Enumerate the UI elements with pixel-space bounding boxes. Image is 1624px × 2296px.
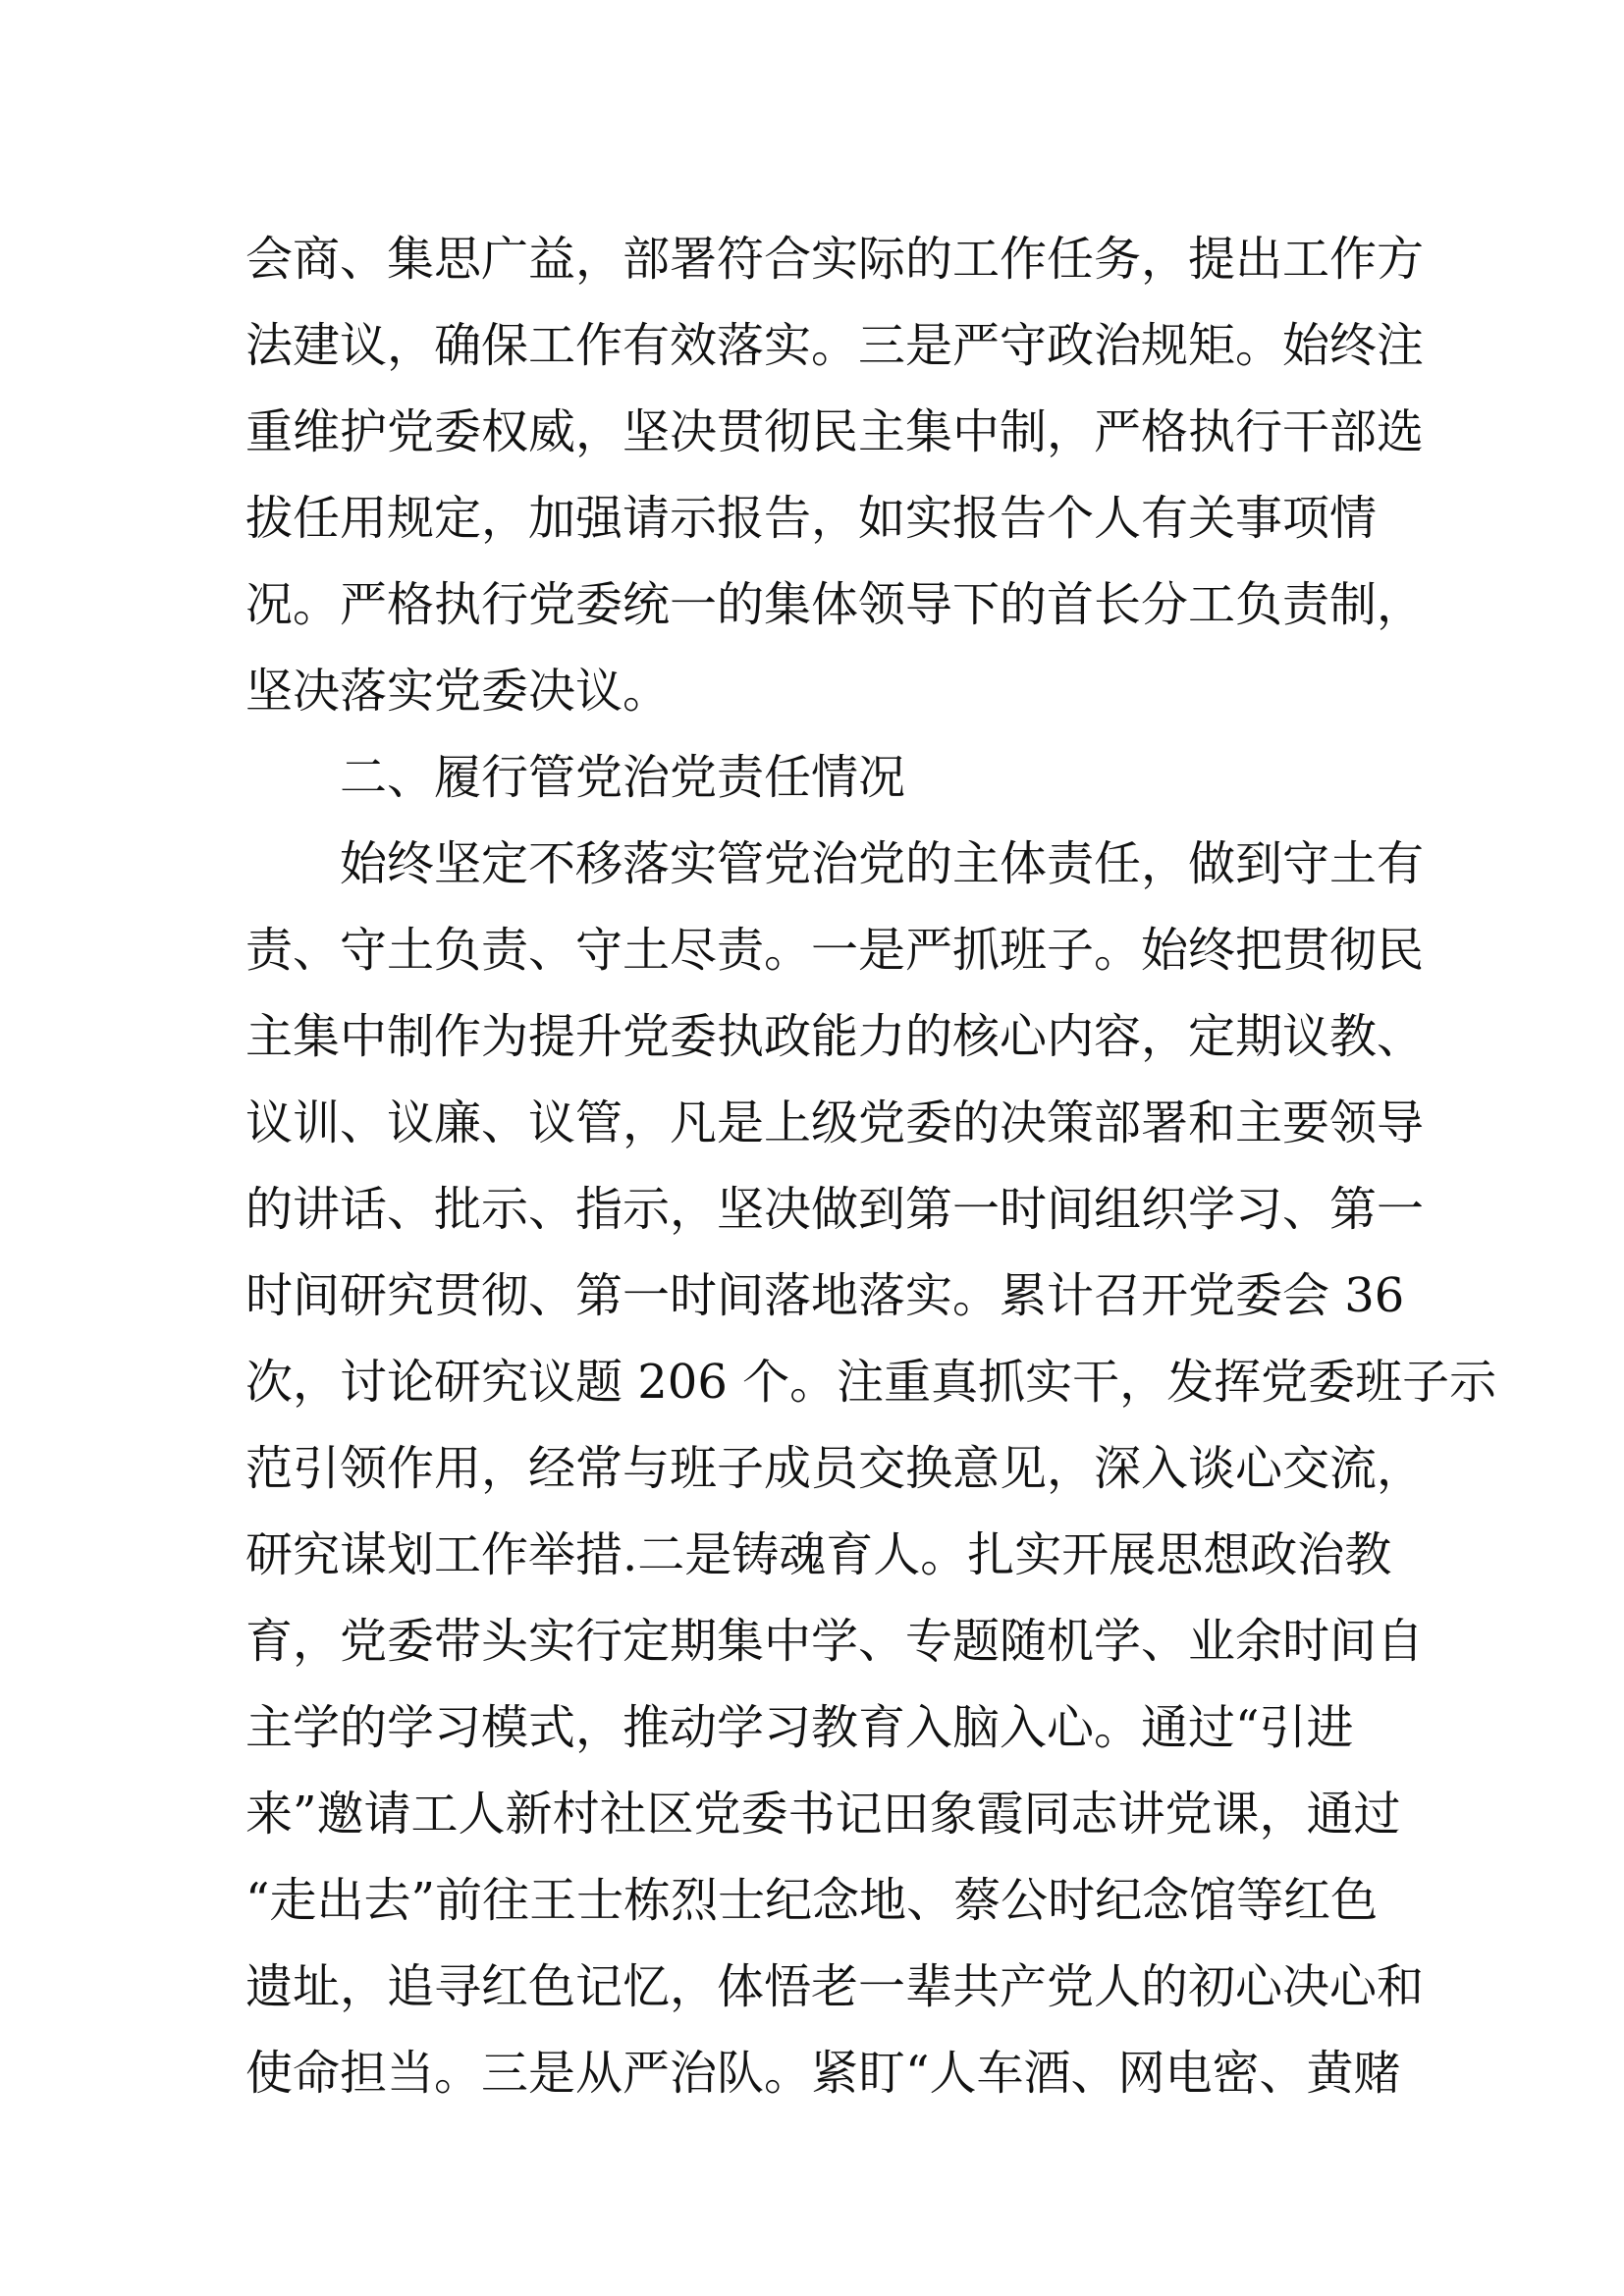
body-line: 况。严格执行党委统一的集体领导下的首长分工负责制， [245,577,1425,632]
document-body [245,216,1497,2116]
body-line: 主学的学习模式，推动学习教育入脑入心。通过“引进 [245,1700,1354,1755]
body-line: 责、守土负责、守土尽责。一是严抓班子。始终把贯彻民 [245,923,1425,978]
body-line: 研究谋划工作举措.二是铸魂育人。扎实开展思想政治教 [245,1527,1392,1582]
body-line: 遗址，追寻红色记忆，体悟老一辈共产党人的初心决心和 [245,1959,1425,2014]
body-line: 来”邀请工人新村社区党委书记田象霞同志讲党课，通过 [245,1787,1401,1842]
body-line: 重维护党委权威，坚决贯彻民主集中制，严格执行干部选 [245,404,1425,459]
body-line: 法建议，确保工作有效落实。三是严守政治规矩。始终注 [245,318,1425,373]
body-line: 坚决落实党委决议。 [245,664,671,719]
body-line: 次，讨论研究议题 206 个。注重真抓实干，发挥党委班子示 [245,1355,1497,1410]
section-heading: 二、履行管党治党责任情况 [340,750,906,805]
body-line: 范引领作用，经常与班子成员交换意见，深入谈心交流， [245,1441,1425,1496]
body-line: 主集中制作为提升党委执政能力的核心内容，定期议教、 [245,1009,1425,1064]
body-line: 的讲话、批示、指示，坚决做到第一时间组织学习、第一 [245,1182,1425,1237]
body-line: 拔任用规定，加强请示报告，如实报告个人有关事项情 [245,491,1378,546]
body-line: 育，党委带头实行定期集中学、专题随机学、业余时间自 [245,1614,1425,1669]
body-line: 会商、集思广益，部署符合实际的工作任务，提出工作方 [245,232,1425,287]
body-line: “走出去”前往王士栋烈士纪念地、蔡公时纪念馆等红色 [245,1873,1379,1928]
body-line: 时间研究贯彻、第一时间落地落实。累计召开党委会 36 [245,1268,1405,1323]
body-line: 使命担当。三是从严治队。紧盯“人车酒、网电密、黄赌 [245,2046,1401,2101]
paragraph-first-line: 始终坚定不移落实管党治党的主体责任，做到守土有 [340,836,1425,891]
body-line: 议训、议廉、议管，凡是上级党委的决策部署和主要领导 [245,1095,1425,1150]
